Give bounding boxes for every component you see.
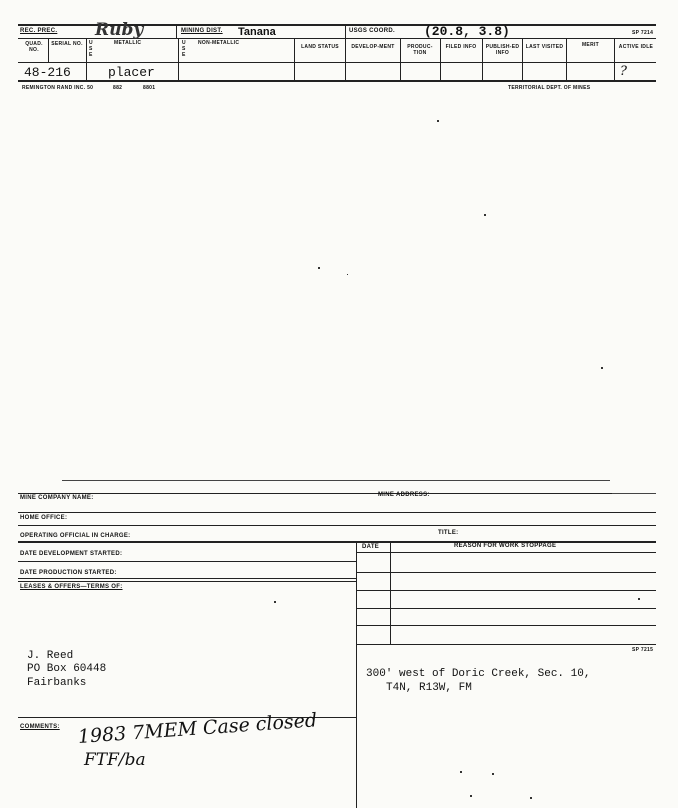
footer-left: REMINGTON RAND INC. 50 (22, 85, 94, 91)
col-production: PRODUC-TION (407, 44, 433, 56)
col-metallic: METALLIC (114, 40, 142, 46)
comment-handwritten-line2: FTF/ba (84, 750, 146, 770)
operating-official-label: OPERATING OFFICIAL IN CHARGE: (20, 533, 131, 539)
handwritten-name: Ruby (95, 20, 144, 40)
col-merit: MERIT (581, 42, 600, 48)
col-last-visited: LAST VISITED (525, 44, 564, 50)
owner-address-line1: PO Box 60448 (27, 663, 107, 675)
col-quad-no: QUAD. NO. (25, 41, 43, 53)
rec-prec-label: REC. PREC. (20, 28, 58, 34)
usgs-coord-label: USGS COORD. (349, 28, 395, 34)
title-label: TITLE: (438, 530, 459, 536)
footer-code-2: 8801 (143, 85, 156, 91)
comment-handwritten-line1: 1983 7MEM Case closed (77, 709, 318, 748)
owner-name: J. Reed (27, 650, 74, 662)
col-serial-no: SERIAL NO. (51, 41, 83, 47)
date-column-header: DATE (362, 544, 380, 550)
col-filed-info: FILED INFO (445, 44, 477, 50)
usgs-coord-value: (20.8, 3.8) (424, 24, 510, 39)
location-line2: T4N, R13W, FM (386, 682, 472, 694)
quad-serial-value: 48-216 (24, 65, 71, 80)
mine-address-label: MINE ADDRESS: (378, 492, 430, 498)
col-land-status: LAND STATUS (301, 44, 339, 50)
mine-company-name-label: MINE COMPANY NAME: (20, 495, 94, 501)
owner-address-line2: Fairbanks (27, 677, 87, 689)
location-line1: 300' west of Doric Creek, Sec. 10, (366, 668, 591, 680)
col-use: U S E (89, 40, 93, 58)
footer-right: TERRITORIAL DEPT. OF MINES (508, 85, 591, 91)
date-development-label: DATE DEVELOPMENT STARTED: (20, 551, 123, 557)
col-use-2: U S E (182, 40, 186, 58)
col-development: DEVELOP-MENT (351, 44, 395, 50)
mining-dist-value: Tanana (238, 26, 276, 38)
form-code: SP 7214 (632, 30, 654, 36)
footer-code-1: 882 (113, 85, 123, 91)
form-code-2: SP 7215 (632, 647, 654, 653)
home-office-label: HOME OFFICE: (20, 515, 68, 521)
date-production-label: DATE PRODUCTION STARTED: (20, 570, 117, 576)
reason-column-header: REASON FOR WORK STOPPAGE (454, 543, 557, 549)
leases-label: LEASES & OFFERS—TERMS OF: (20, 584, 123, 590)
active-idle-mark: ? (620, 64, 627, 79)
col-nonmetallic: NON-METALLIC (198, 40, 240, 46)
metallic-value: placer (108, 65, 155, 80)
comments-label: COMMENTS: (20, 724, 60, 730)
col-published-info: PUBLISH-ED INFO (485, 44, 520, 56)
mining-dist-label: MINING DIST. (181, 28, 223, 34)
col-active-idle: ACTIVE IDLE (618, 44, 654, 50)
